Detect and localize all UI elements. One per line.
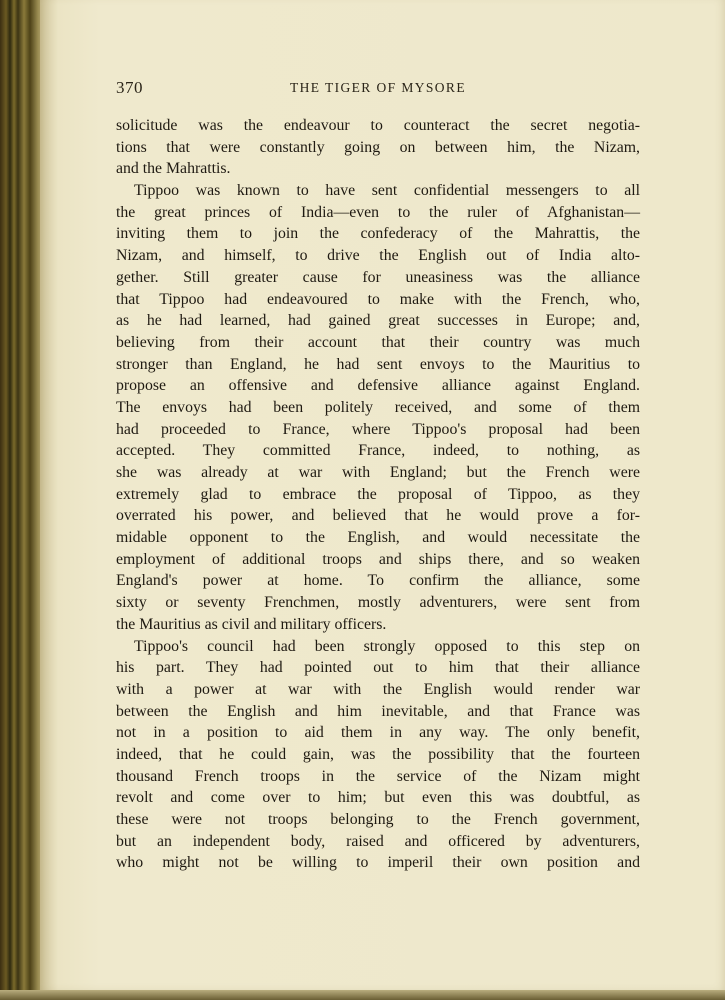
page-number: 370 (116, 78, 143, 97)
text-line: sixty or seventy Frenchmen, mostly adventurers, were sent from (116, 594, 640, 612)
text-line: solicitude was the endeavour to counteract the secret negotia- (116, 117, 640, 134)
text-line: had proceeded to France, where Tippoo's proposal had been (116, 420, 640, 438)
text-line: accepted. They committed France, indeed, to nothing, as (116, 442, 640, 460)
text-line: as he had learned, had gained great successes in Europe; and, (116, 312, 640, 330)
text-line: propose an offensive and defensive alliance against England. (116, 377, 640, 395)
text-line: gether. Still greater cause for uneasiness was the alliance (116, 268, 640, 286)
text-line: tions that were constantly going on between him, the Nizam, (116, 138, 640, 156)
text-line: overrated his power, and believed that he would prove a for- (116, 507, 640, 525)
text-line: the great princes of India—even to the ruler of Afghanistan— (116, 203, 640, 221)
text-line: revolt and come over to him; but even this was doubtful, as (116, 789, 640, 807)
text-line: between the English and him inevitable, and that France was (116, 702, 640, 720)
text-line: she was already at war with England; but the French were (116, 464, 640, 481)
text-line: indeed, that he could gain, was the possibility that the fourteen (116, 745, 640, 763)
text-line: Tippoo was known to have sent confidential messengers to all (134, 182, 640, 200)
text-line: stronger than England, he had sent envoys to the Mauritius to (116, 355, 640, 373)
running-title: THE TIGER OF MYSORE (290, 80, 466, 95)
text-line: thousand French troops in the service of the Nizam might (116, 767, 640, 785)
page-header (116, 78, 640, 102)
text-line: Tippoo's council had been strongly opposed to this step on (134, 637, 640, 655)
text-line: with a power at war with the English would render war (116, 680, 640, 698)
text-line: but an independent body, raised and officered by adventurers, (116, 832, 640, 850)
text-line: these were not troops belonging to the French government, (116, 811, 640, 828)
text-line: England's power at home. To confirm the alliance, some (116, 572, 640, 590)
text-line: that Tippoo had endeavoured to make with the French, who, (116, 290, 640, 308)
text-line: inviting them to join the confederacy of the Mahrattis, the (116, 225, 640, 243)
text-line: his part. They had pointed out to him that their alliance (116, 659, 640, 677)
page-bottom-edge (0, 990, 725, 1000)
text-line: Nizam, and himself, to drive the English out of India alto- (116, 247, 640, 265)
text-line: who might not be willing to imperil their own position and (116, 854, 640, 872)
text-line: The envoys had been politely received, and some of them (116, 398, 640, 416)
text-line: midable opponent to the English, and would necessitate the (116, 529, 640, 547)
text-line: the Mauritius as civil and military officers. (116, 615, 387, 633)
body-text (116, 115, 640, 874)
text-line: employment of additional troops and ships there, and so weaken (116, 550, 640, 568)
text-line: not in a position to aid them in any way. The only benefit, (116, 724, 640, 742)
text-line: extremely glad to embrace the proposal of Tippoo, as they (116, 485, 640, 503)
text-line: believing from their account that their country was much (116, 333, 640, 351)
text-line: and the Mahrattis. (116, 160, 231, 178)
